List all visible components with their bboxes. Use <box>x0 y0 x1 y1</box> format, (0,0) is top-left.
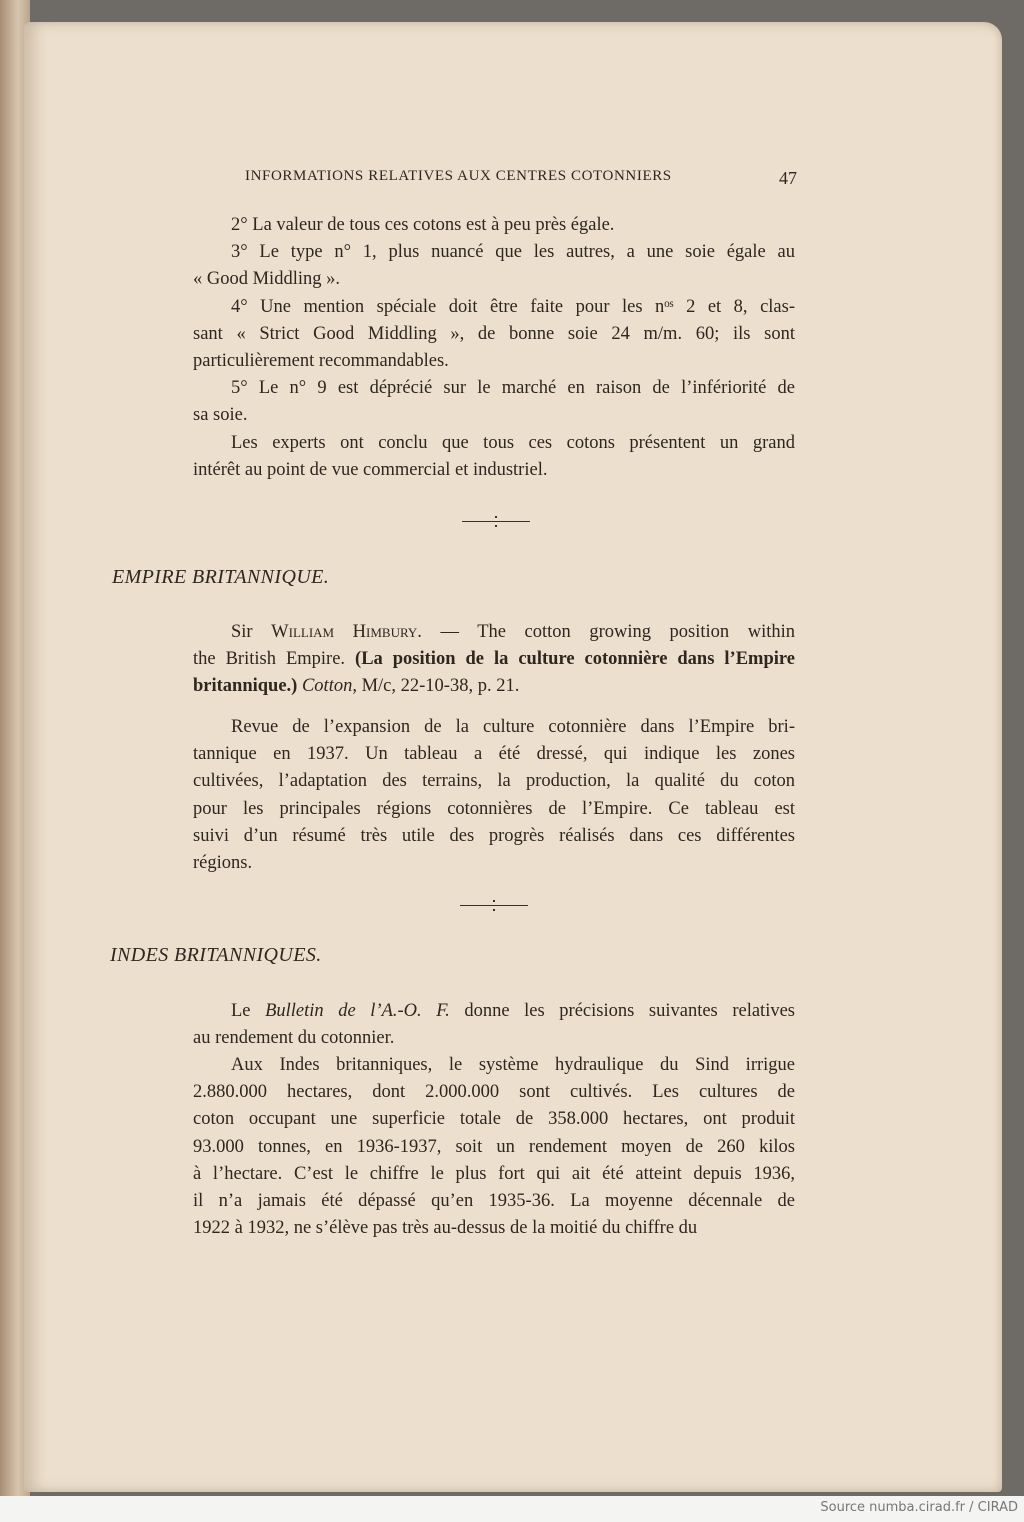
text-line: cultivées, l’adaptation des terrains, la production, la qualité du coton <box>193 771 795 792</box>
text: Le <box>231 1001 266 1021</box>
bibliographic-reference <box>193 619 795 701</box>
section2-body <box>193 1052 795 1242</box>
text-line: 3° Le type n° 1, plus nuancé que les autres, a une soie égale au <box>231 242 795 263</box>
text-line: Les experts ont conclu que tous ces cotons présentent un grand <box>231 432 795 453</box>
source-title: Bulletin de l’A.-O. F. <box>265 1001 450 1021</box>
text-line: il n’a jamais été dépassé qu’en 1935-36. La moyenne décennale de <box>193 1190 795 1211</box>
ref-title-fr-b: britannique.) <box>193 676 298 697</box>
section1-body <box>193 714 795 877</box>
text-line: à l’hectare. C’est le chiffre le plus fort qui ait été atteint depuis 1936, <box>193 1163 795 1184</box>
ref-title-en-b: the British Empire. <box>193 649 356 670</box>
text-line: 93.000 tonnes, en 1936-1937, soit un rendement moyen de 260 kilos <box>193 1136 795 1157</box>
text-line: pour les principales régions cotonnières de l’Empire. Ce tableau est <box>193 798 795 819</box>
section-heading-empire-britannique: EMPIRE BRITANNIQUE. <box>112 566 330 588</box>
ref-title-fr-a: (La position de la culture cotonnière dans l’Empire <box>355 649 795 670</box>
text: donne les précisions suivantes relatives <box>449 1001 795 1021</box>
intro-text <box>193 212 795 484</box>
section-separator <box>460 905 528 906</box>
section-separator <box>462 521 530 522</box>
text-line: sa soie. <box>193 405 248 426</box>
text-line: sant « Strict Good Middling », de bonne soie 24 m/m. 60; ils sont <box>193 323 795 344</box>
text-line: suivi d’un résumé très utile des progrès réalisés dans ces différentes <box>193 825 795 846</box>
text-line: au rendement du cotonnier. <box>193 1028 395 1049</box>
text-line: 2.880.000 hectares, dont 2.000.000 sont cultivés. Les cultures de <box>193 1082 795 1103</box>
text-line: 5° Le n° 9 est déprécié sur le marché en raison de l’infériorité de <box>231 378 795 399</box>
text-line: Revue de l’expansion de la culture cotonnière dans l’Empire bri- <box>231 717 795 737</box>
ref-prefix: Sir <box>231 622 272 642</box>
running-header <box>245 168 797 189</box>
section-heading-indes-britanniques: INDES BRITANNIQUES. <box>110 944 322 966</box>
section2-intro <box>193 998 795 1052</box>
text-line: intérêt au point de vue commercial et industriel. <box>193 459 548 480</box>
text-line: 1922 à 1932, ne s’élève pas très au-dessus de la moitié du chiffre du <box>193 1218 698 1239</box>
source-credit: Source numba.cirad.fr / CIRAD <box>820 1500 1018 1515</box>
ref-author: William Himbury. <box>271 622 422 642</box>
text-line: 4° Une mention spéciale doit être faite pour les nᵒˢ 2 et 8, clas- <box>231 296 795 317</box>
ref-citation: , M/c, 22-10-38, p. 21. <box>352 676 520 697</box>
text-line: particulièrement recommandables. <box>193 350 449 371</box>
page-number: 47 <box>779 168 797 188</box>
text-line: coton occupant une superficie totale de 358.000 hectares, ont produit <box>193 1109 795 1130</box>
ref-title-en-a: — The cotton growing position within <box>421 622 795 642</box>
text-line: tannique en 1937. Un tableau a été dressé, qui indique les zones <box>193 744 795 765</box>
text-line: Aux Indes britanniques, le système hydraulique du Sind irrigue <box>231 1055 795 1075</box>
text-line: régions. <box>193 852 253 873</box>
ref-journal: Cotton <box>301 676 353 697</box>
running-title: INFORMATIONS RELATIVES AUX CENTRES COTONNIERS <box>245 168 672 184</box>
text-line: « Good Middling ». <box>193 269 340 290</box>
text-line: 2° La valeur de tous ces cotons est à peu près égale. <box>231 215 615 235</box>
